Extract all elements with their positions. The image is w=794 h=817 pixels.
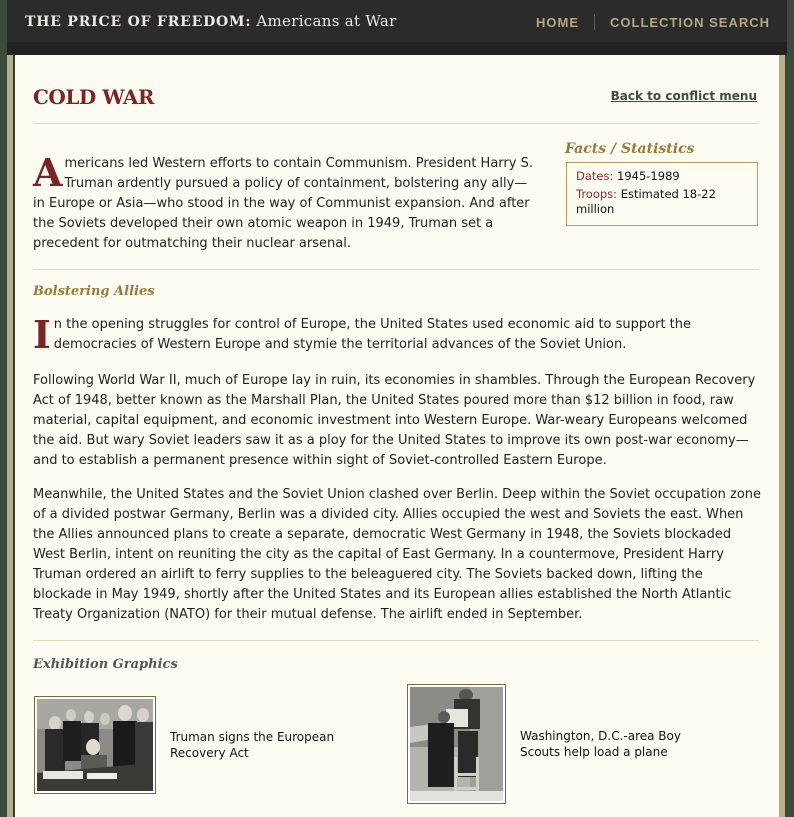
paragraph-text: n the opening struggles for control of Europe, the United States used economic aid to support the democracies of Western Europe and stymie the territorial advances of the Soviet Union. (53, 317, 692, 352)
exhibition-graphic-item (34, 696, 350, 794)
nav-home-link[interactable]: HOME (536, 14, 579, 30)
facts-troops-label: Troops: (576, 187, 618, 201)
intro-paragraph (33, 150, 533, 254)
main-content (15, 55, 779, 817)
facts-dates (576, 169, 748, 184)
site-title-subtitle: Americans at War (251, 12, 397, 30)
dropcap: A (33, 150, 63, 195)
bolstering-paragraph-1 (33, 312, 763, 357)
bolstering-paragraph-3: Meanwhile, the United States and the Soviet Union clashed over Berlin. Deep within the Soviet occupation zone of a divided postwar Germany, Berlin was a divided city. Allies occupied the west and Soviets the east. When the Allies announced plans to create a separate, democratic West Germany in 1948, the Soviets blockaded West Berlin, intent on reuniting the city as the capital of East Germany. In a countermove, President Harry Truman ordered an airlift to ferry supplies to the beleaguered city. The Soviets backed down, lifting the blockade in May 1949, shortly after the United States and its European allies established the North Atlantic Treaty Organization (NATO) for their mutual defense. The airlift ended in September. (33, 487, 762, 622)
facts-troops (576, 187, 748, 217)
photo-boy-scouts-loading-plane (410, 687, 503, 801)
bolstering-paragraph-2: Following World War II, much of Europe lay in ruin, its economies in shambles. Through the European Recovery Act of 1948, better known as the Marshall Plan, the United States poured more than $12 billion in food, raw material, capital equipment, and economic investment into Western Europe. War-weary Europeans welcomed the aid. But wary Soviet leaders saw it as a ploy for the United States to improve its own post-war economy—and to establish a permanent presence within sight of Soviet-controlled Eastern Europe. (33, 373, 756, 468)
nav-divider (594, 14, 595, 30)
graphic-thumbnail-boy-scouts[interactable] (407, 684, 506, 804)
dropcap: I (33, 312, 51, 357)
section-title-exhibition-graphics: Exhibition Graphics (33, 657, 178, 672)
site-title[interactable] (25, 12, 397, 30)
exhibition-graphic-item (407, 684, 700, 804)
facts-troops-value: Estimated 18-22 million (576, 187, 716, 216)
facts-box (566, 162, 758, 226)
site-header (7, 0, 787, 42)
section-title-bolstering-allies: Bolstering Allies (33, 284, 155, 299)
divider (33, 640, 759, 641)
intro-text: mericans led Western efforts to contain Communism. President Harry S. Truman ardently pursued a policy of containment, bolstering any ally—in Europe or Asia—who stood in the way of Communist expansion. And after the Soviets developed their own atomic weapon in 1949, Truman set a precedent for outmatching their nuclear arsenal. (33, 156, 533, 251)
top-nav (536, 14, 770, 30)
back-to-conflict-menu-link[interactable]: Back to conflict menu (610, 89, 757, 103)
divider (33, 269, 759, 270)
facts-title: Facts / Statistics (565, 141, 695, 157)
header-band (7, 42, 787, 55)
graphic-caption: Truman signs the European Recovery Act (170, 730, 335, 760)
page-title: COLD WAR (33, 85, 155, 109)
facts-dates-value: 1945-1989 (613, 169, 680, 183)
graphic-caption: Washington, D.C.-area Boy Scouts help load a plane (520, 729, 681, 759)
frame-border-right (779, 55, 785, 817)
site-title-caps: THE PRICE OF FREEDOM: (25, 14, 252, 30)
facts-dates-label: Dates: (576, 169, 614, 183)
graphic-thumbnail-truman-signing[interactable] (34, 696, 156, 794)
photo-truman-signing (37, 699, 153, 791)
divider (33, 123, 759, 124)
nav-collection-search-link[interactable]: COLLECTION SEARCH (610, 14, 770, 30)
